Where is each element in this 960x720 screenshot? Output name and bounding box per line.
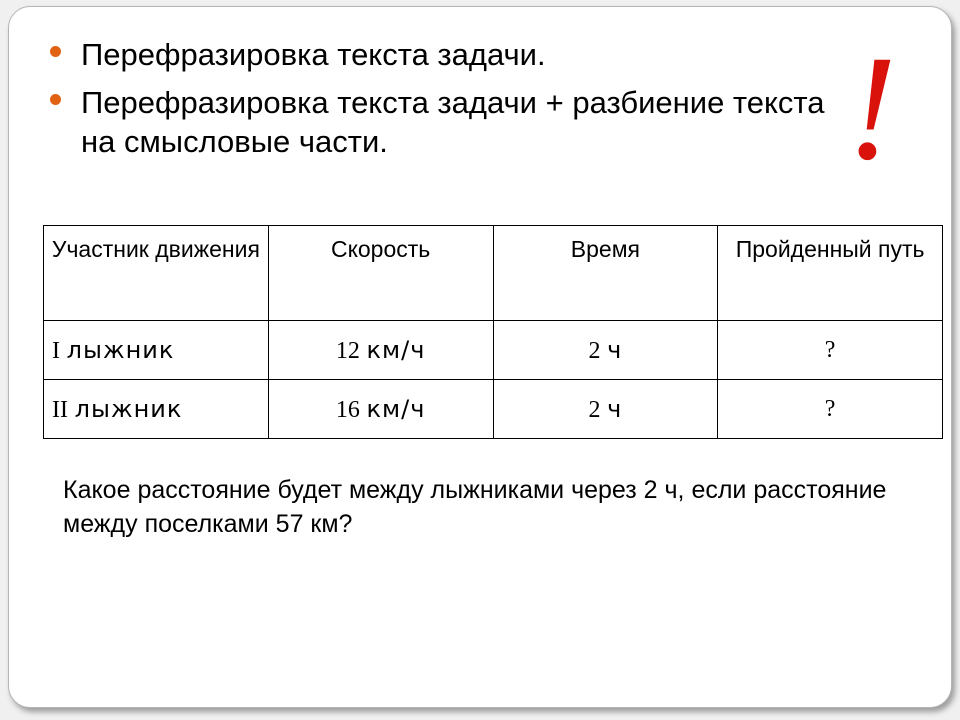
speed-value: 16	[335, 396, 360, 423]
cell-distance	[718, 380, 943, 439]
participant-number: I	[52, 337, 60, 364]
header-time: Время	[493, 226, 718, 321]
bullet-item	[49, 35, 849, 74]
time-unit: ч	[607, 394, 623, 423]
problem-question: Какое расстояние будет между лыжниками через 2 ч, если расстояние между поселками 57 км?	[63, 476, 887, 538]
cell-time	[493, 321, 718, 380]
cell-participant	[44, 380, 269, 439]
cell-distance	[718, 321, 943, 380]
bullet-list	[49, 35, 849, 170]
table-row	[44, 321, 943, 380]
participant-name: лыжник	[66, 335, 175, 364]
cell-speed	[268, 380, 493, 439]
table-header-row	[44, 226, 943, 321]
bullet-item	[49, 83, 849, 161]
participant-name: лыжник	[74, 394, 183, 423]
slide-frame	[8, 6, 952, 708]
bullet-dot-icon	[50, 94, 61, 105]
cell-speed	[268, 321, 493, 380]
time-value: 2	[588, 337, 601, 364]
distance-value: ?	[824, 396, 836, 422]
time-value: 2	[588, 396, 601, 423]
table-row	[44, 380, 943, 439]
bullet-dot-icon	[50, 46, 61, 57]
header-distance: Пройденный путь	[718, 226, 943, 321]
distance-value: ?	[824, 337, 836, 363]
bullet-text: Перефразировка текста задачи.	[81, 37, 546, 72]
header-speed: Скорость	[268, 226, 493, 321]
motion-table	[43, 225, 943, 439]
speed-unit: км/ч	[366, 394, 426, 423]
participant-number: II	[52, 396, 68, 423]
exclamation-mark: !	[847, 25, 897, 191]
time-unit: ч	[607, 335, 623, 364]
speed-value: 12	[335, 337, 360, 364]
header-participant: Участник движения	[44, 226, 269, 321]
speed-unit: км/ч	[366, 335, 426, 364]
cell-time	[493, 380, 718, 439]
bullet-text: Перефразировка текста задачи + разбиение текста на смысловые части.	[81, 85, 825, 159]
cell-participant	[44, 321, 269, 380]
